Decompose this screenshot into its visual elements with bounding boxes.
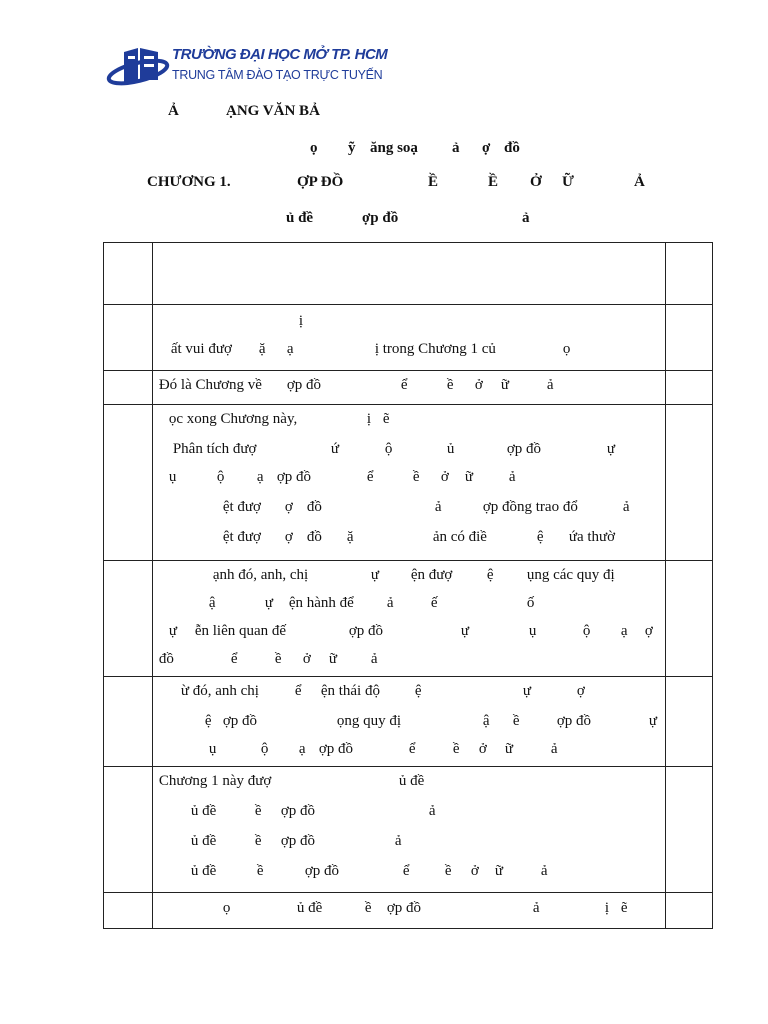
heading-fragment: ả: [522, 210, 530, 226]
text-fragment: ữ: [328, 651, 337, 667]
heading-fragment: Ở: [530, 174, 542, 190]
text-fragment: ợp đồ: [304, 863, 340, 879]
text-fragment: ể: [400, 377, 408, 393]
text-fragment: ộ: [384, 441, 393, 457]
heading-fragment: Ề: [488, 174, 499, 190]
text-fragment: ợp đồ: [386, 900, 422, 916]
heading-fragment: ẠNG VĂN BẢ: [226, 103, 320, 119]
table-row: [104, 305, 713, 371]
text-fragment: ự: [648, 713, 657, 729]
text-fragment: ặ: [346, 529, 354, 545]
text-fragment: ề: [364, 900, 372, 916]
text-fragment: ự: [460, 623, 469, 639]
text-fragment: ể: [230, 651, 238, 667]
text-fragment: ợp đồ: [276, 469, 312, 485]
text-fragment: đồ: [306, 529, 322, 545]
text-fragment: ả: [532, 900, 540, 916]
text-fragment: ả: [428, 803, 436, 819]
text-fragment: ọ: [562, 341, 571, 357]
logo-emblem-icon: [106, 44, 170, 90]
text-fragment: ả: [622, 499, 630, 515]
text-fragment: ề: [412, 469, 420, 485]
text-fragment: ự: [168, 623, 177, 639]
text-fragment: ở: [302, 651, 311, 667]
text-fragment: ả: [540, 863, 548, 879]
text-fragment: ạ: [256, 469, 264, 485]
text-fragment: ở: [470, 863, 479, 879]
text-fragment: ặ: [258, 341, 266, 357]
text-fragment: ề: [446, 377, 454, 393]
text-fragment: ện thái độ: [320, 683, 380, 699]
text-fragment: ữ: [500, 377, 509, 393]
text-fragment: ạ: [298, 741, 306, 757]
text-fragment: ợp đồ: [280, 833, 316, 849]
text-fragment: ủ: [446, 441, 455, 457]
table-row: [104, 767, 713, 893]
text-fragment: ệt đượ: [222, 529, 261, 545]
text-fragment: ợp đồ: [506, 441, 542, 457]
text-fragment: ạ: [286, 341, 294, 357]
text-fragment: ị: [604, 900, 609, 916]
text-fragment: Phân tích đượ: [172, 441, 257, 457]
text-fragment: ữ: [504, 741, 513, 757]
text-fragment: ủ đề: [190, 863, 217, 879]
text-fragment: ọc xong Chương này,: [168, 411, 298, 427]
heading-fragment: ỹ: [348, 140, 356, 156]
table-row: [104, 677, 713, 767]
text-fragment: ự: [264, 595, 273, 611]
text-fragment: ề: [254, 803, 262, 819]
text-fragment: ở: [440, 469, 449, 485]
text-fragment: ề: [512, 713, 520, 729]
text-fragment: ứ: [330, 441, 339, 457]
text-fragment: ể: [366, 469, 374, 485]
text-fragment: ụ: [528, 623, 537, 639]
text-fragment: Chương 1 này đượ: [158, 773, 272, 789]
text-fragment: ợp đồ: [286, 377, 322, 393]
text-fragment: ả: [394, 833, 402, 849]
text-fragment: ợp đồ: [222, 713, 258, 729]
text-fragment: ất vui đượ: [170, 341, 232, 357]
content-table: [103, 242, 713, 929]
table-row: [104, 405, 713, 561]
text-fragment: ả: [508, 469, 516, 485]
text-fragment: ể: [294, 683, 302, 699]
text-fragment: ả: [434, 499, 442, 515]
heading-fragment: Ả: [634, 174, 645, 190]
text-fragment: ụ: [168, 469, 177, 485]
table-row: [104, 243, 713, 305]
text-fragment: ệ: [414, 683, 422, 699]
text-fragment: ị trong Chương 1 củ: [374, 341, 496, 357]
text-fragment: ợ: [284, 529, 293, 545]
text-fragment: ề: [444, 863, 452, 879]
text-fragment: ệ: [536, 529, 544, 545]
text-fragment: ủ đề: [190, 803, 217, 819]
text-fragment: ề: [274, 651, 282, 667]
text-fragment: ả: [386, 595, 394, 611]
text-fragment: ữ: [464, 469, 473, 485]
heading-fragment: Ả: [168, 103, 179, 119]
table-row: [104, 371, 713, 405]
text-fragment: ể: [408, 741, 416, 757]
heading-fragment: Ề: [428, 174, 439, 190]
text-fragment: ụ: [208, 741, 217, 757]
heading-fragment: ả: [452, 140, 460, 156]
heading-fragment: ủ đề: [286, 210, 314, 226]
heading-fragment: ọ: [310, 140, 318, 156]
chapter-intro-cell: [152, 371, 665, 405]
text-fragment: ố: [526, 595, 535, 611]
text-fragment: ậ: [482, 713, 490, 729]
text-fragment: ụng các quy đị: [526, 567, 615, 583]
heading-fragment: ợ: [482, 140, 491, 156]
heading-fragment: Ữ: [562, 174, 574, 190]
text-fragment: ở: [478, 741, 487, 757]
text-fragment: ị: [298, 313, 303, 329]
heading-fragment: ăng soạ: [370, 140, 418, 156]
text-fragment: ề: [452, 741, 460, 757]
logo-center-name: TRUNG TÂM ĐÀO TẠO TRỰC TUYẾN: [172, 68, 383, 82]
text-fragment: ễn liên quan đế: [194, 623, 287, 639]
text-fragment: ộ: [260, 741, 269, 757]
chapter-label: CHƯƠNG 1.: [147, 174, 231, 190]
text-fragment: ện hành để: [288, 595, 354, 611]
text-fragment: ự: [522, 683, 531, 699]
text-fragment: ế: [430, 595, 438, 611]
text-fragment: ợp đồ: [318, 741, 354, 757]
greeting-cell: [152, 305, 665, 371]
text-fragment: ẽ: [382, 411, 390, 427]
text-fragment: ệt đượ: [222, 499, 261, 515]
text-fragment: ạnh đó, anh, chị: [212, 567, 309, 583]
heading-fragment: ỢP ĐỒ: [297, 174, 344, 190]
text-fragment: ở: [474, 377, 483, 393]
text-fragment: ữ: [494, 863, 503, 879]
topics-cell: [152, 767, 665, 893]
text-fragment: ả: [370, 651, 378, 667]
text-fragment: ọng quy đị: [336, 713, 401, 729]
text-fragment: ọ: [222, 900, 231, 916]
text-fragment: ả: [546, 377, 554, 393]
text-fragment: ợ: [576, 683, 585, 699]
text-fragment: ợp đồng trao đổ: [482, 499, 578, 515]
text-fragment: đồ: [306, 499, 322, 515]
heading-fragment: ợp đồ: [362, 210, 399, 226]
text-fragment: Đó là Chương về: [158, 377, 262, 393]
closing-cell: [152, 893, 665, 929]
text-fragment: ện đượ: [410, 567, 453, 583]
text-fragment: ệ: [486, 567, 494, 583]
text-fragment: ợ: [284, 499, 293, 515]
text-fragment: ộ: [216, 469, 225, 485]
text-fragment: ừ đó, anh chị: [180, 683, 259, 699]
university-logo: [106, 44, 388, 90]
text-fragment: ản có điề: [432, 529, 487, 545]
heading-fragment: đồ: [504, 140, 520, 156]
text-fragment: đồ: [158, 651, 174, 667]
text-fragment: ề: [256, 863, 264, 879]
text-fragment: ạ: [620, 623, 628, 639]
text-fragment: ề: [254, 833, 262, 849]
text-fragment: ự: [370, 567, 379, 583]
text-fragment: ợp đồ: [556, 713, 592, 729]
text-fragment: ệ: [204, 713, 212, 729]
table-row: [104, 561, 713, 677]
logo-university-name: TRƯỜNG ĐẠI HỌC MỞ TP. HCM: [172, 46, 388, 63]
attitude-cell: [152, 677, 665, 767]
text-fragment: ể: [402, 863, 410, 879]
objectives-cell: [152, 405, 665, 561]
text-fragment: ợ: [644, 623, 653, 639]
table-row: [104, 893, 713, 929]
text-fragment: ự: [606, 441, 615, 457]
text-fragment: ả: [550, 741, 558, 757]
text-fragment: ủ đề: [190, 833, 217, 849]
text-fragment: ộ: [582, 623, 591, 639]
text-fragment: ẽ: [620, 900, 628, 916]
text-fragment: ủ đề: [296, 900, 323, 916]
text-fragment: ủ đề: [398, 773, 425, 789]
text-fragment: ứa thườ: [568, 529, 616, 545]
text-fragment: ợp đồ: [280, 803, 316, 819]
text-fragment: ợp đồ: [348, 623, 384, 639]
text-fragment: ị: [366, 411, 371, 427]
requirements-cell: [152, 561, 665, 677]
text-fragment: ậ: [208, 595, 216, 611]
